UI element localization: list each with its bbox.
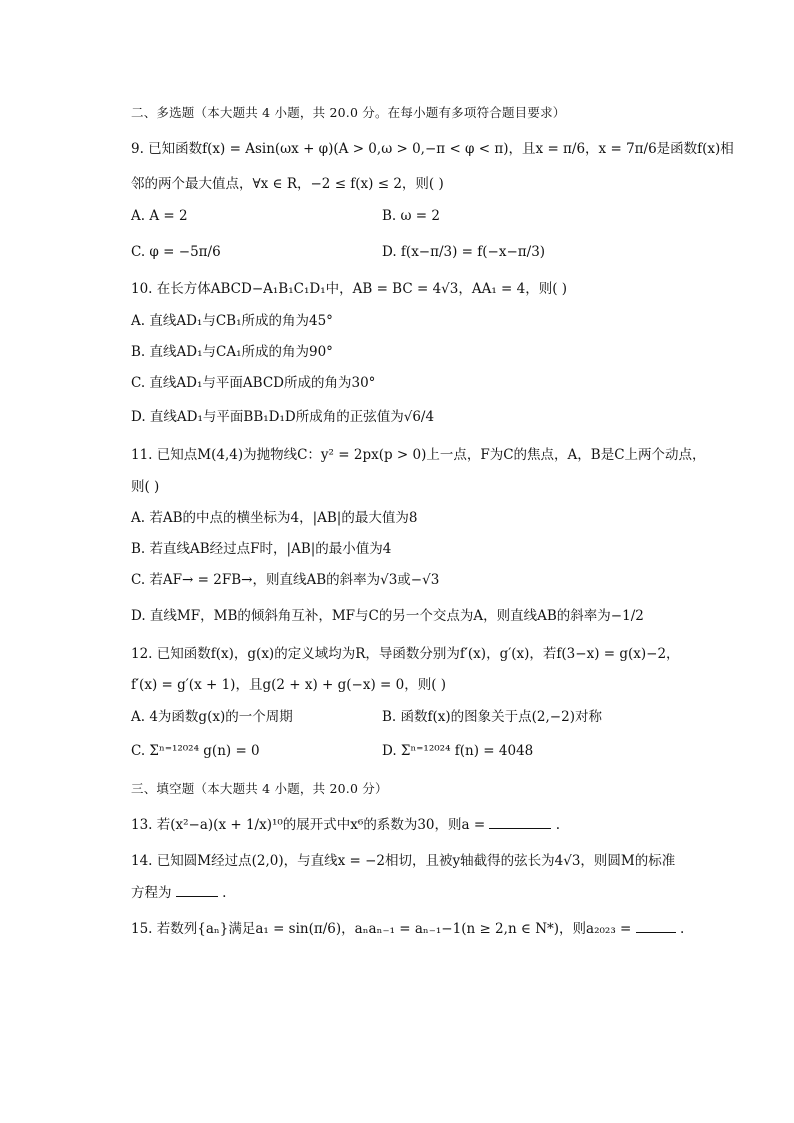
q9-stem-line1: 9. 已知函数f(x) = Asin(ωx + φ)(A > 0,ω > 0,−π < φ < π)，且x = π/6，x = 7π/6是函数f(x)相 (131, 141, 734, 157)
q10-option-a: A. 直线AD₁与CB₁所成的角为45° (131, 313, 333, 329)
q14-line2 (131, 885, 226, 901)
q15-answer-blank[interactable] (636, 931, 676, 933)
q9-option-a: A. A = 2 (131, 208, 188, 224)
q9-stem-line2: 邻的两个最大值点，∀x ∈ R，−2 ≤ f(x) ≤ 2，则( ) (131, 176, 444, 192)
section-multi-choice-heading: 二、多选题（本大题共 4 小题，共 20.0 分。在每小题有多项符合题目要求） (131, 105, 566, 120)
q14-answer-blank[interactable] (176, 895, 218, 897)
q14-period: . (222, 885, 227, 901)
q12-option-b: B. 函数f(x)的图象关于点(2,−2)对称 (382, 709, 602, 725)
q12-stem-line2: f′(x) = g′(x + 1)，且g(2 + x) + g(−x) = 0，则( ) (131, 677, 447, 693)
q11-option-c: C. 若AF→ = 2FB→，则直线AB的斜率为√3或−√3 (131, 572, 440, 588)
q15-text: 15. 若数列{aₙ}满足a₁ = sin(π/6)，aₙaₙ₋₁ = aₙ₋₁−1(n ≥ 2,n ∈ N*)，则a₂₀₂₃ = (131, 921, 632, 937)
q14-text: 方程为 (131, 885, 172, 901)
q9-option-c: C. φ = −5π/6 (131, 244, 221, 260)
q10-option-d: D. 直线AD₁与平面BB₁D₁D所成角的正弦值为√6/4 (131, 409, 435, 425)
q9-option-d: D. f(x−π/3) = f(−x−π/3) (382, 244, 546, 260)
q12-option-c: C. Σⁿ⁼¹²⁰²⁴ g(n) = 0 (131, 743, 260, 759)
q11-option-d: D. 直线MF，MB的倾斜角互补，MF与C的另一个交点为A，则直线AB的斜率为−1/2 (131, 608, 644, 624)
q13-answer-blank[interactable] (489, 827, 551, 829)
q10-stem: 10. 在长方体ABCD−A₁B₁C₁D₁中，AB = BC = 4√3，AA₁ = 4，则( ) (131, 281, 568, 297)
q10-option-c: C. 直线AD₁与平面ABCD所成的角为30° (131, 375, 376, 391)
q9-option-b: B. ω = 2 (382, 208, 440, 224)
q11-stem-line1: 11. 已知点M(4,4)为抛物线C：y² = 2px(p > 0)上一点，F为C的焦点，A，B是C上两个动点， (131, 447, 706, 463)
q10-option-b: B. 直线AD₁与CA₁所成的角为90° (131, 344, 333, 360)
q12-stem-line1: 12. 已知函数f(x)，g(x)的定义域均为R，导函数分别为f′(x)，g′(x)，若f(3−x) = g(x)−2， (131, 646, 680, 662)
q15-line (131, 921, 684, 937)
q12-option-d: D. Σⁿ⁼¹²⁰²⁴ f(n) = 4048 (382, 743, 534, 759)
q13-text: 13. 若(x²−a)(x + 1/x)¹⁰的展开式中x⁶的系数为30，则a = (131, 817, 486, 833)
q13-line (131, 817, 560, 833)
q11-option-b: B. 若直线AB经过点F时，|AB|的最小值为4 (131, 541, 392, 557)
q12-option-a: A. 4为函数g(x)的一个周期 (131, 709, 293, 725)
q11-stem-line2: 则( ) (131, 479, 160, 495)
q13-period: . (555, 817, 561, 833)
q15-period: . (679, 921, 685, 937)
section-fill-in-heading: 三、填空题（本大题共 4 小题，共 20.0 分） (131, 781, 388, 796)
q14-stem-line1: 14. 已知圆M经过点(2,0)，与直线x = −2相切，且被y轴截得的弦长为4√3，则圆M的标准 (131, 853, 676, 869)
q11-option-a: A. 若AB的中点的横坐标为4，|AB|的最大值为8 (131, 510, 418, 526)
